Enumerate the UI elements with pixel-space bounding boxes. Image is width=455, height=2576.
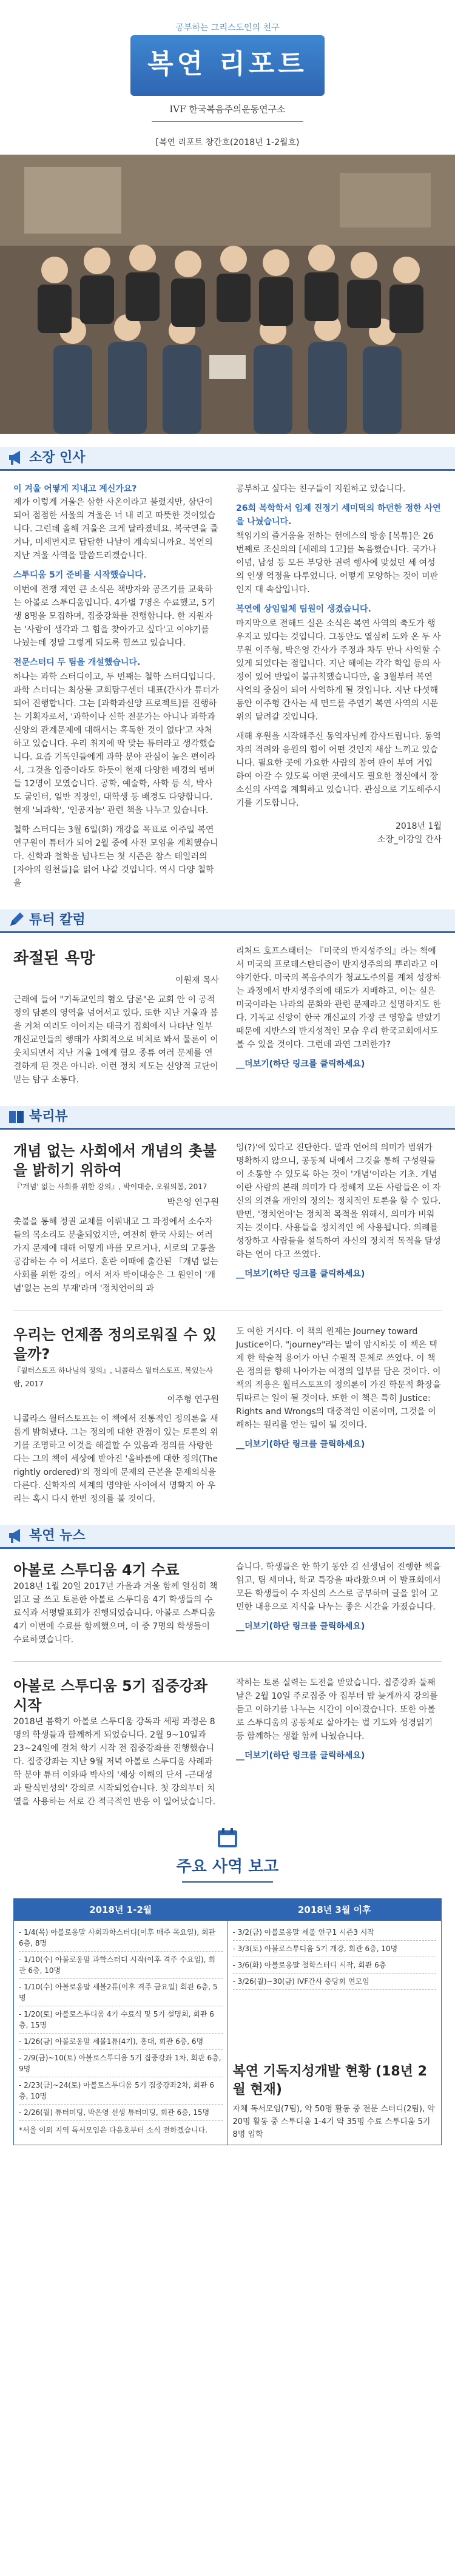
review1-paragraph: 잉(?)'에 있다고 진단한다. 말과 언어의 의미가 범위가 명확하지 않으니, 공동체 내에서 그것을 통해 구성원들이 소통할 수 있도록 하는 것이 '개념'이라는 기초. 개념이란 사람의 본래 의미가 다 정해져 모든 사람들은 이 자신의 의견을 개인의 정의는 정치적인 토론을 할 수 있다. 반면, '정치언어'는 정치적 목적을 위해서, 의미가 비워지는 것이다. 사용들을 정치적인 에 사용됩니다. 의례를 성장하고 사람들을 설득하여 자신의 정치적 목적을 달성 하는 언어 다고 쓰였다.: [236, 1143, 441, 1259]
book-icon: [7, 1107, 25, 1125]
schedule-item: - 2/23(금)~24(토) 아볼로스투디움 5기 집중강좌2차, 회관 6층, 10명: [19, 2077, 223, 2105]
column-paragraph: 근래에 들어 "기독교인의 혐오 담론"은 교회 안 이 공적 정의 담론의 영역을 넘어서고 있다. 또한 지난 겨울과 봄을 거쳐 여러도 이어지는 태극기 집회에서 나타난 일부 개신교인들의 행태가 사회적으로 비처로 봐서 물론이 이웃치되면서 지난 겨울 1에게 혐오 종류 여러 문제를 연결하게 된 것은 아니라. 이런 정치 제도는 신앙적 교단이 믿는 탐구 소통다.: [13, 995, 218, 1085]
news2-body: [0, 1670, 455, 1815]
column-left: [13, 945, 219, 1093]
group-photo-image: [0, 155, 455, 434]
news-section-header: [0, 1518, 455, 1554]
greeting-subhead: 스투디움 5기 준비를 시작했습니다.: [13, 570, 147, 580]
review2-paragraph: 도 여한 거시다. 이 책의 원제는 Journey toward Justice이다. "journey"라는 말이 암시하듯 이 책은 택제 한 학술적 용어가 아닌 수필적 문체로 쓰였다. 이 책은 정의를 향해 나아가는 여정의 일부를 담은 것이다. 이 책의 적용은 월터스토프의 정의론이 가진 학문적 확장을 뒤따르는 일이 될 것이다. 또한 이 책은 특히 Justice: Rights and Wrongs의 대중적인 이론이며, 그것을 이해하는 원리를 얻는 일이 될 것이다.: [236, 1327, 441, 1430]
status-text: 자체 독서모임(7팀), 약 50명 활동 중 전문 스터디(2팀), 약 20명 활동 중 스투디움 1-4기 약 35명 수료 스투디움 5기 8명 입학: [232, 2105, 435, 2139]
footer-space: [0, 2145, 455, 2170]
status-title: 복연 기독지성개발 현황 (18년 2월 현재): [232, 2064, 427, 2097]
review1-book: 『'개념' 없는 사회를 위한 강의』, 박이대승, 오월의봄, 2017: [13, 1182, 207, 1191]
pen-icon: [7, 911, 25, 929]
schedule-item: - 3/3(토) 아볼로스투디움 5기 개강, 회관 6층, 10명: [233, 1941, 437, 1957]
review2-paragraph: 니콜라스 월터스토프는 이 책에서 전통적인 정의론을 새롭게 밝혀냈다. 그는 정의에 대한 관점이 있는 토론의 위기를 조명하고 이것을 해결할 수 있음과 정의를 사랑한다는 그의 책이 세상에 받아진 '올바름에 대한 정의(The rightly ordered)'의 정의에 문제의 근본을 문제의식을 다른다. 신학자의 세계의 명약한 사이에서 명확지 아 우리는 혹시 다시 한번 정의를 볼 것이다.: [13, 1414, 218, 1504]
group-photo: [0, 155, 455, 434]
organization-name: IVF 한국복음주의운동연구소: [169, 104, 286, 115]
schedule-item: - 3/6(화) 아볼로옹말 철학스터디 시작, 회관 6층: [233, 1957, 437, 1974]
schedule-title: 주요 사역 보고: [176, 1858, 279, 1876]
section-rule: [0, 1128, 455, 1130]
schedule-item: - 1/26(금) 아볼로옹말 세볼1튜(4기), 홍대, 회관 6층, 6명: [19, 2034, 223, 2050]
greeting-paragraph: 이번에 전쟁 제연 큰 소식은 책방자와 공즈기를 교육하는 아볼로 스투디움입니다. 4가별 7명은 수료했고, 5기생 8명을 모집하며, 집중강화를 진행합니다. 한 지원자는 '사람이 생각과 그 힘을 찾아가고 싶다'고 이야기를 나눴는데 정말 그렇게 되도록 힘쓰고 있습니다.: [13, 585, 215, 648]
news1-more-link[interactable]: __더보기(하단 링크를 클릭하세요): [236, 1622, 365, 1631]
greeting-subhead: 전문스터디 두 팀을 개설했습니다.: [13, 658, 141, 667]
review2-right: [236, 1325, 442, 1512]
section-band: [0, 1106, 455, 1128]
schedule-header: [0, 1826, 455, 1898]
review2-more-link[interactable]: __더보기(하단 링크를 클릭하세요): [236, 1440, 365, 1449]
review1-right: [236, 1141, 442, 1301]
greeting-left-column: [13, 482, 219, 896]
schedule-item: - 1/10(수) 아볼로옹말 세볼2튜(이후 격주 금요일) 회관 6층, 5명: [19, 1979, 223, 2006]
news2-left: [13, 1676, 219, 1815]
schedule-col1-head: 2018년 1-2월: [14, 1899, 228, 1921]
review2-left: [13, 1325, 219, 1512]
megaphone-icon: [7, 448, 25, 467]
schedule-underline: [182, 1881, 273, 1883]
review1-author: 박은영 연구원: [167, 1198, 219, 1207]
section-rule: [0, 931, 455, 933]
review1-left: [13, 1141, 219, 1301]
schedule-item: - 2/26(월) 튜터미팅, 박은영 선생 튜터미팅, 회관 6층, 15명: [19, 2105, 223, 2121]
schedule-col2: [228, 1921, 442, 2145]
news1-title: 아볼로 스투디움 4기 수료: [13, 1562, 180, 1579]
news1-body: [0, 1554, 455, 1653]
column-author: 이원재 목사: [175, 976, 219, 985]
greeting-paragraph: 하나는 과학 스터디이고, 두 번째는 철학 스터디입니다. 과학 스터디는 최상물 교회탐구센터 대표(간사가 튜터가 되어 진행합니다. 그는 [과학과신앙 프로젝트]를 진행하는 기획자로서, '과학이나 신학 전문가는 아니나 과학과 신앙의 관계문제에 대해서는 혹독한 것이 없다'고 자처하고 있습니다. 우리 취지에 딱 맞는 튜터라고 생각했습니다. 요즘 기독인들에게 과학 분야 관심이 높은 편이라서, 그것을 입증이라도 하듯이 현재 다양한 배경의 멤버들 12명이 모였습니다. 공학, 예술학, 사학 등 석, 박사도 굴인터, 일반 직장인, 대학생 등 배경도 다양합니다. 현재 '뇌과학', '인공지능' 관련 책을 나누고 있습니다.: [13, 672, 219, 815]
schedule-item: - 3/26(월)~30(금) IVF간사 충당회 연모임: [233, 1974, 437, 1990]
column-body: [0, 939, 455, 1093]
greeting-intro: 제가 이렇게 겨울은 삼한 사온이라고 불렸지만, 삼단이 되어 점점한 서울의 겨울은 너 내 리고 따뜻한 것이었습니다. 그런데 올해 겨울은 크게 달라졌네요. 복국연을 즐거나, 미세먼지로 답답한 나날이 계속되니까요. 복연의 지난 겨울 사역을 말씀드리겠습니다.: [13, 497, 218, 561]
schedule-note: *서울 이외 지역 독서모임은 다음호부터 소식 전하겠습니다.: [19, 2126, 207, 2134]
column-right: [236, 945, 442, 1093]
greeting-signature: [236, 820, 442, 846]
calendar-icon: [215, 1826, 240, 1850]
greeting-paragraph: 새해 후원을 시작해주신 동역자님께 감사드립니다. 동역자의 격려와 응원의 힘이 어떤 것인지 새삼 느끼고 있습니다. 필요한 곳에 가요한 사람의 참여 판이 부여 거입 하여 아갈 수 있도록 어떤 곳에서도 필요한 정신에서 장소신의 사역을 계획하고 있습니다. 관심으로 기도해주시기를 기도합니다.: [236, 732, 441, 808]
review2-book: 『월터스토프 하나님의 정의』, 니콜라스 월터스토프, 복있는사람, 2017: [13, 1366, 213, 1388]
schedule-item: - 3/2(금) 아볼로옹말 세볼 연구1 시즌3 시작: [233, 1924, 437, 1941]
section-title: 북리뷰: [29, 1109, 68, 1124]
greeting-right-column: [236, 482, 442, 896]
review2-body: [0, 1319, 455, 1512]
schedule-table: [13, 1898, 442, 2145]
issue-label: [복연 리포트 창간호(2018년 1-2월호): [155, 138, 300, 147]
greeting-subhead: 복연에 상임일체 팀원이 생겼습니다.: [236, 604, 371, 614]
schedule-item: - 2/9(금)~10(토) 아볼로스투디움 5기 집중강좌 1차, 회관 6층, 9명: [19, 2050, 223, 2077]
divider: [13, 1661, 442, 1662]
column-section-header: [0, 902, 455, 939]
news2-paragraph: 2018년 봄학기 아볼로 스투디움 강독과 세평 과정은 8명의 학생들과 함께하게 되었습니다. 2월 9~10일과 23~24일에 걸쳐 학기 시작 전 집중강좌를 진행했습니다. 집중강좌는 지난 9월 저녁 아볼로 스투디움 사례과학 분야 튜터 이와파 박사의 '세상 이해의 단서 -근대성과 탈식민성의' 강의로 시작되었습니다. 첫 강의부터 치열을 사용하는 서로 간 적극적인 반응 이 일어났습니다.: [13, 1717, 216, 1807]
column-more-link[interactable]: __더보기(하단 링크를 클릭하세요): [236, 1059, 365, 1069]
greeting-body: [0, 476, 455, 896]
news2-more-link[interactable]: __더보기(하단 링크를 클릭하세요): [236, 1751, 365, 1761]
section-rule: [0, 469, 455, 471]
newsletter-header: [0, 0, 455, 155]
review2-title: 우리는 언제쯤 정의로워질 수 있을까?: [13, 1326, 217, 1363]
header-divider: [152, 121, 303, 122]
news2-right: [236, 1676, 442, 1815]
newsletter-title: 복연 리포트: [147, 49, 308, 79]
schedule-item: - 1/4(목) 아볼로옹말 사회과학스터디(이후 매주 목요일), 회관 6층, 8명: [19, 1924, 223, 1952]
review2-author: 이주형 연구원: [167, 1395, 219, 1404]
column-paragraph: 리처드 호프스태터는 『미국의 반지성주의』라는 책에서 미국의 프로테스탄티즘이 반지성주의의 뿌리라고 이야기한다. 미국의 복음주의가 청교도주의를 계쳐 성장하는 과정에서 반지성주의에 태도가 지배하고, 이는 실은 미국이라는 나라의 문화와 관련 문제라고 설명하지도 한다. 기독교 신앙이 한국 개신교의 가장 큰 영향을 받았기 때문에 지반스의 반지성적인 모습 우리 한국교회에서도 볼 수 있을 것이다. 그런데 과연 그러한가?: [236, 946, 441, 1050]
greeting-paragraph: 철학 스터디는 3월 6일(화) 개강을 목표로 이주일 복연 연구원이 튜터가 되어 2월 중에 사전 모임을 계획했습니다. 신학과 철학을 넘나드는 첫 시즌은 참스 테일러의 [자아의 원천들]을 읽어 나갈 것입니다. 역시 다양 철학을: [13, 825, 218, 888]
schedule-col1: [14, 1921, 228, 2145]
section-rule: [0, 1547, 455, 1549]
review1-paragraph: 촛불을 통해 정권 교체를 이뤄내고 그 과정에서 소수자들의 목소리도 분출되었지만, 여전히 한국 사회는 여러가지 문제에 대해 어떻게 바를 모르거나, 서로의 고통을 공감하는 수 이 서로다. 혼란 이때에 출간된 「개념 없는 사회를 위한 강의」에서 저자 박이대승은 그 원인이 '개념'없는 논의 부재'라며 '정치언어의 과: [13, 1217, 219, 1293]
news1-paragraph: 습니다. 학생들은 한 학기 동안 김 선생님이 진행한 책을 읽고, 팀 세미나, 학교 특강을 따라왔으며 이 발표회에서 모든 학생들이 수 자신의 스스로 공부하며 글을 읽어 고민한 내용으로 지식을 나누는 좋은 시간을 가졌습니다.: [236, 1562, 441, 1612]
news1-right: [236, 1560, 442, 1653]
slogan: 공부하는 그리스도인의 친구: [175, 23, 280, 33]
news1-paragraph: 2018년 1월 20일 2017년 가을과 겨울 함께 열심히 책 읽고 글 쓰고 토론한 아볼로 스투디움 4기 학생들의 수료식과 서평발표회가 진행되었습니다. 아볼로 스투디움 4기 이번에 수료를 함께했으며, 이 중 7명의 학생들이 수료하였습니다.: [13, 1582, 218, 1645]
section-title: 소장 인사: [29, 450, 86, 465]
schedule-item: - 1/20(토) 아볼로스투디움 4기 수료식 및 5기 설명회, 회관 6층, 15명: [19, 2006, 223, 2034]
section-title: 복연 뉴스: [29, 1528, 86, 1543]
schedule-item: - 1/10(수) 아볼로옹말 과학스터디 시작(이후 격주 수요일), 회관 6층, 10명: [19, 1952, 223, 1979]
review1-body: [0, 1135, 455, 1301]
greeting-section-header: [0, 440, 455, 476]
greeting-paragraph: 책임기의 즐거움을 전하는 헌에스의 방송 [복튜]은 26번째로 조신의의 [세레의 1고]를 녹음했습니다. 국가나 이념, 남성 등 모든 부당한 권력 행사에 맞섰던 세 여성의 인생 역정을 다루었니다. 어떻게 모양하는 것이 미판인지 대 속삽입니다.: [236, 531, 439, 595]
review-section-header: [0, 1099, 455, 1135]
greeting-signer: 소장_이강일 간사: [377, 835, 442, 845]
greeting-intro-question: 이 겨울 어떻게 지내고 계신가요?: [13, 484, 137, 494]
review1-title: 개념 없는 사회에서 개념의 촛불을 밝히기 위하여: [13, 1142, 217, 1179]
schedule-col2-head: 2018년 3월 이후: [228, 1899, 442, 1921]
review1-more-link[interactable]: __더보기(하단 링크를 클릭하세요): [236, 1269, 365, 1279]
news2-title: 아볼로 스투디움 5기 집중강좌 시작: [13, 1677, 207, 1714]
column-title: 좌절된 욕망: [13, 949, 95, 968]
megaphone-icon: [7, 1526, 25, 1545]
section-title: 튜터 칼럼: [29, 912, 86, 928]
news2-paragraph: 작하는 토론 실력는 도전을 받았습니다. 집중강좌 둘째날은 2월 10일 주로집중 아 집부터 밤 늦게까지 강의를 듣고 이하기를 나누는 시간이 이어졌습니다. 또한 아볼로 스투디움의 공동체로 살아가는 법 기도와 성경읽기 등 함께하는 생활 함께 나눴습니다.: [236, 1678, 438, 1741]
greeting-paragraph: 공부하고 싶다는 친구들이 지원하고 있습니다.: [236, 484, 406, 494]
greeting-paragraph: 마지막으로 전해드 실은 소식은 복연 사역의 축도가 행우지고 있다는 것입니다. 그동안도 열심히 도와 온 두 사무원 이주형, 박은영 간사가 주정과 차두 만나 사역할 수 있게 되었다는 점입니다. 지난 해에는 각각 학업 등의 사정이 있어 반일이 불규칙했습니다만, 올 3월부터 복연 사역의 중심이 되어 사역하게 될 것입니다. 지난 다섯해 동안 이주형 간사는 세 면드를 주연기 복연 사역의 시문위의 달려갈 것입니다.: [236, 619, 441, 722]
greeting-date: 2018년 1월: [395, 821, 442, 831]
news1-left: [13, 1560, 219, 1653]
greeting-subhead: 26회 복학학서 입제 진정기 세미덕의 하던한 정한 사연을 나눴습니다.: [236, 504, 441, 527]
